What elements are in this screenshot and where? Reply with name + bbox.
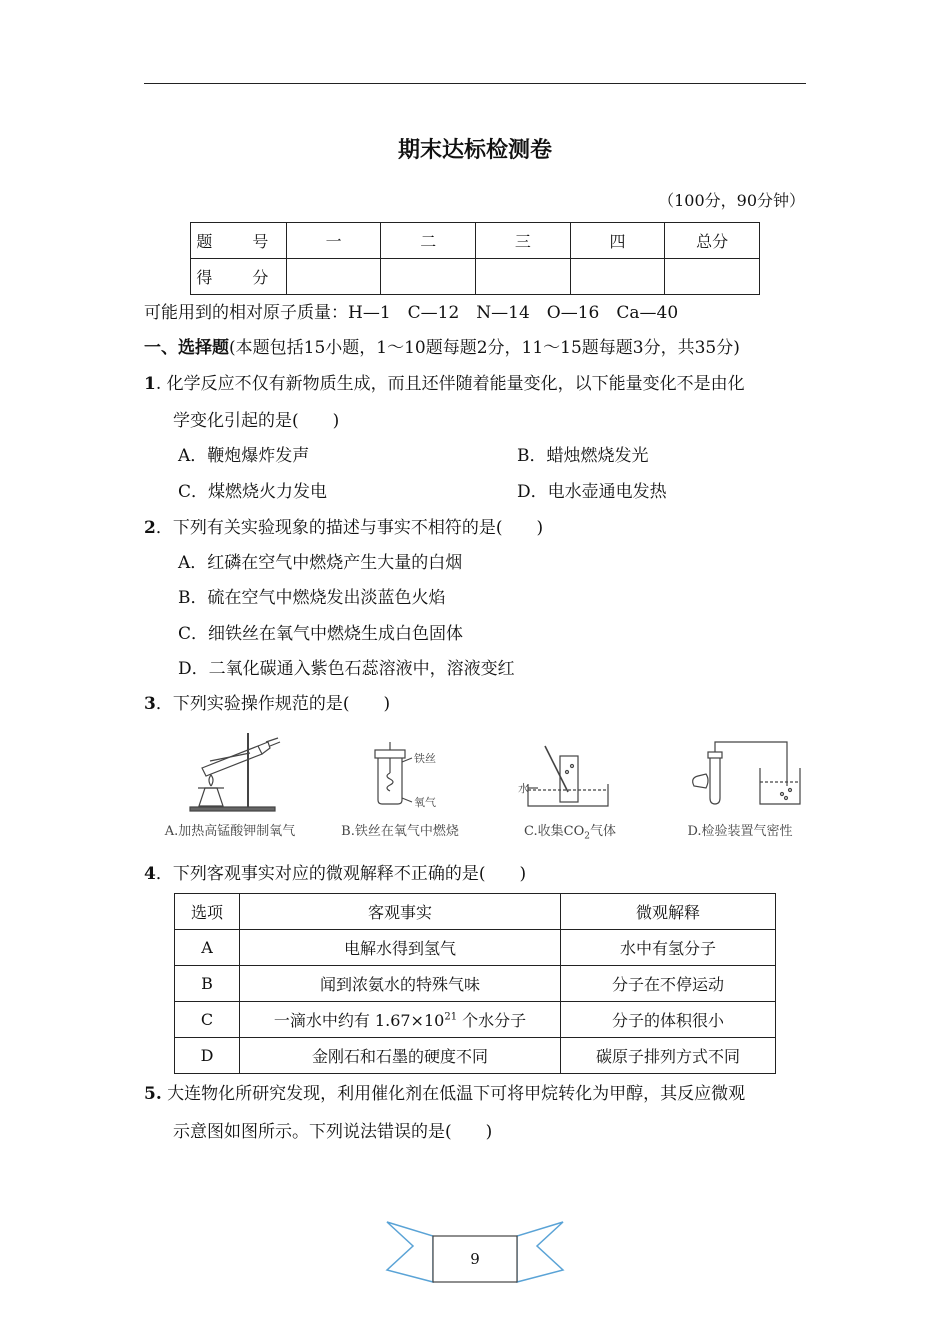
caption-subscript: 2 — [584, 831, 590, 842]
atomic-masses: 可能用到的相对原子质量：H—1 C—12 N—14 O—16 Ca—40 — [144, 303, 679, 323]
question-stem: ．下列有关实验现象的描述与事实不相符的是( ) — [155, 518, 544, 538]
question-number: 2 — [144, 518, 156, 538]
caption-text: 气体 — [589, 824, 616, 839]
option-cell: D — [175, 1038, 240, 1074]
fact-cell: 电解水得到氢气 — [240, 930, 561, 966]
score-cell — [665, 259, 760, 295]
table-row — [175, 930, 776, 966]
option-d: D．二氧化碳通入紫色石蕊溶液中，溶液变红 — [178, 659, 515, 679]
option-a: A．鞭炮爆炸发声 — [178, 446, 310, 466]
figure-caption: B.铁丝在氧气中燃烧 — [341, 824, 459, 839]
fact-cell: 金刚石和石墨的硬度不同 — [240, 1038, 561, 1074]
question-4 — [144, 859, 526, 884]
question-number: 5. — [144, 1084, 162, 1104]
option-b: B．硫在空气中燃烧发出淡蓝色火焰 — [178, 588, 446, 608]
question-2 — [144, 513, 543, 538]
question-1 — [144, 369, 745, 394]
figure-c — [490, 728, 650, 840]
score-cell — [476, 259, 571, 295]
exam-meta: （100分，90分钟） — [658, 191, 805, 210]
section-note: (本题包括15小题，1～10题每题2分，11～15题每题3分，共35分) — [229, 338, 740, 358]
figure-caption — [490, 820, 650, 842]
iron-combustion-illustration — [320, 728, 480, 818]
label-oxygen: 氧气 — [414, 796, 436, 809]
score-header-cell: 三 — [476, 223, 571, 259]
question-stem: ．下列实验操作规范的是( ) — [155, 694, 391, 714]
caption-text: C.收集CO — [524, 824, 585, 839]
fact-cell — [240, 1002, 561, 1038]
label-water: 水 — [518, 782, 529, 795]
figure-d — [660, 728, 820, 840]
label-iron-wire: 铁丝 — [414, 752, 436, 765]
airtightness-check-illustration — [660, 728, 820, 818]
option-c: C．细铁丝在氧气中燃烧生成白色固体 — [178, 624, 464, 644]
option-c: C．煤燃烧火力发电 — [178, 482, 328, 502]
explanation-cell: 分子的体积很小 — [561, 1002, 776, 1038]
score-cell — [286, 259, 381, 295]
question-number: 1 — [144, 374, 156, 394]
score-cell — [381, 259, 476, 295]
figure-caption: D.检验装置气密性 — [687, 824, 793, 839]
table-row — [175, 1002, 776, 1038]
question-stem: ．下列客观事实对应的微观解释不正确的是( ) — [155, 864, 527, 884]
option-cell: C — [175, 1002, 240, 1038]
gas-collection-illustration — [490, 728, 650, 818]
score-header-cell: 四 — [570, 223, 665, 259]
fact-text: 个水分子 — [457, 1011, 527, 1030]
score-header-cell: 一 — [286, 223, 381, 259]
experiment-figures — [150, 728, 810, 840]
table-row — [175, 966, 776, 1002]
option-d: D．电水壶通电发热 — [517, 482, 667, 502]
score-cell — [570, 259, 665, 295]
page-number: 9 — [470, 1250, 480, 1268]
section-heading — [144, 333, 740, 358]
table-header: 选项 — [175, 894, 240, 930]
heating-apparatus-illustration — [150, 728, 310, 818]
score-table — [190, 222, 760, 295]
option-cell: B — [175, 966, 240, 1002]
question-number: 4 — [144, 864, 156, 884]
question-stem-cont: 学变化引起的是( ) — [173, 411, 340, 431]
explanation-cell: 分子在不停运动 — [561, 966, 776, 1002]
figure-b — [320, 728, 480, 840]
exponent: 21 — [444, 1011, 458, 1023]
fact-text: 一滴水中约有 1.67×10 — [273, 1011, 445, 1030]
question-stem-cont: 示意图如图所示。下列说法错误的是( ) — [173, 1122, 493, 1142]
score-row-label: 得 分 — [191, 259, 287, 295]
figure-a — [150, 728, 310, 840]
explanation-cell: 水中有氢分子 — [561, 930, 776, 966]
table-row — [175, 1038, 776, 1074]
score-header-cell: 总分 — [665, 223, 760, 259]
header-rule — [144, 83, 806, 84]
question-5 — [144, 1079, 745, 1104]
table-header: 微观解释 — [561, 894, 776, 930]
score-header-cell: 题 号 — [191, 223, 287, 259]
option-a: A．红磷在空气中燃烧产生大量的白烟 — [178, 553, 463, 573]
explanation-cell: 碳原子排列方式不同 — [561, 1038, 776, 1074]
figure-caption: A.加热高锰酸钾制氧气 — [164, 824, 296, 839]
question-stem: . 化学反应不仅有新物质生成，而且还伴随着能量变化，以下能量变化不是由化 — [155, 374, 745, 394]
table-header: 客观事实 — [240, 894, 561, 930]
question-3 — [144, 689, 390, 714]
section-title: 一、选择题 — [144, 338, 229, 358]
page-title: 期末达标检测卷 — [397, 138, 552, 163]
micro-explanation-table — [174, 893, 776, 1074]
option-b: B．蜡烛燃烧发光 — [517, 446, 649, 466]
question-stem: 大连物化所研究发现，利用催化剂在低温下可将甲烷转化为甲醇，其反应微观 — [167, 1084, 746, 1104]
option-cell: A — [175, 930, 240, 966]
question-number: 3 — [144, 694, 156, 714]
score-header-cell: 二 — [381, 223, 476, 259]
fact-cell: 闻到浓氨水的特殊气味 — [240, 966, 561, 1002]
